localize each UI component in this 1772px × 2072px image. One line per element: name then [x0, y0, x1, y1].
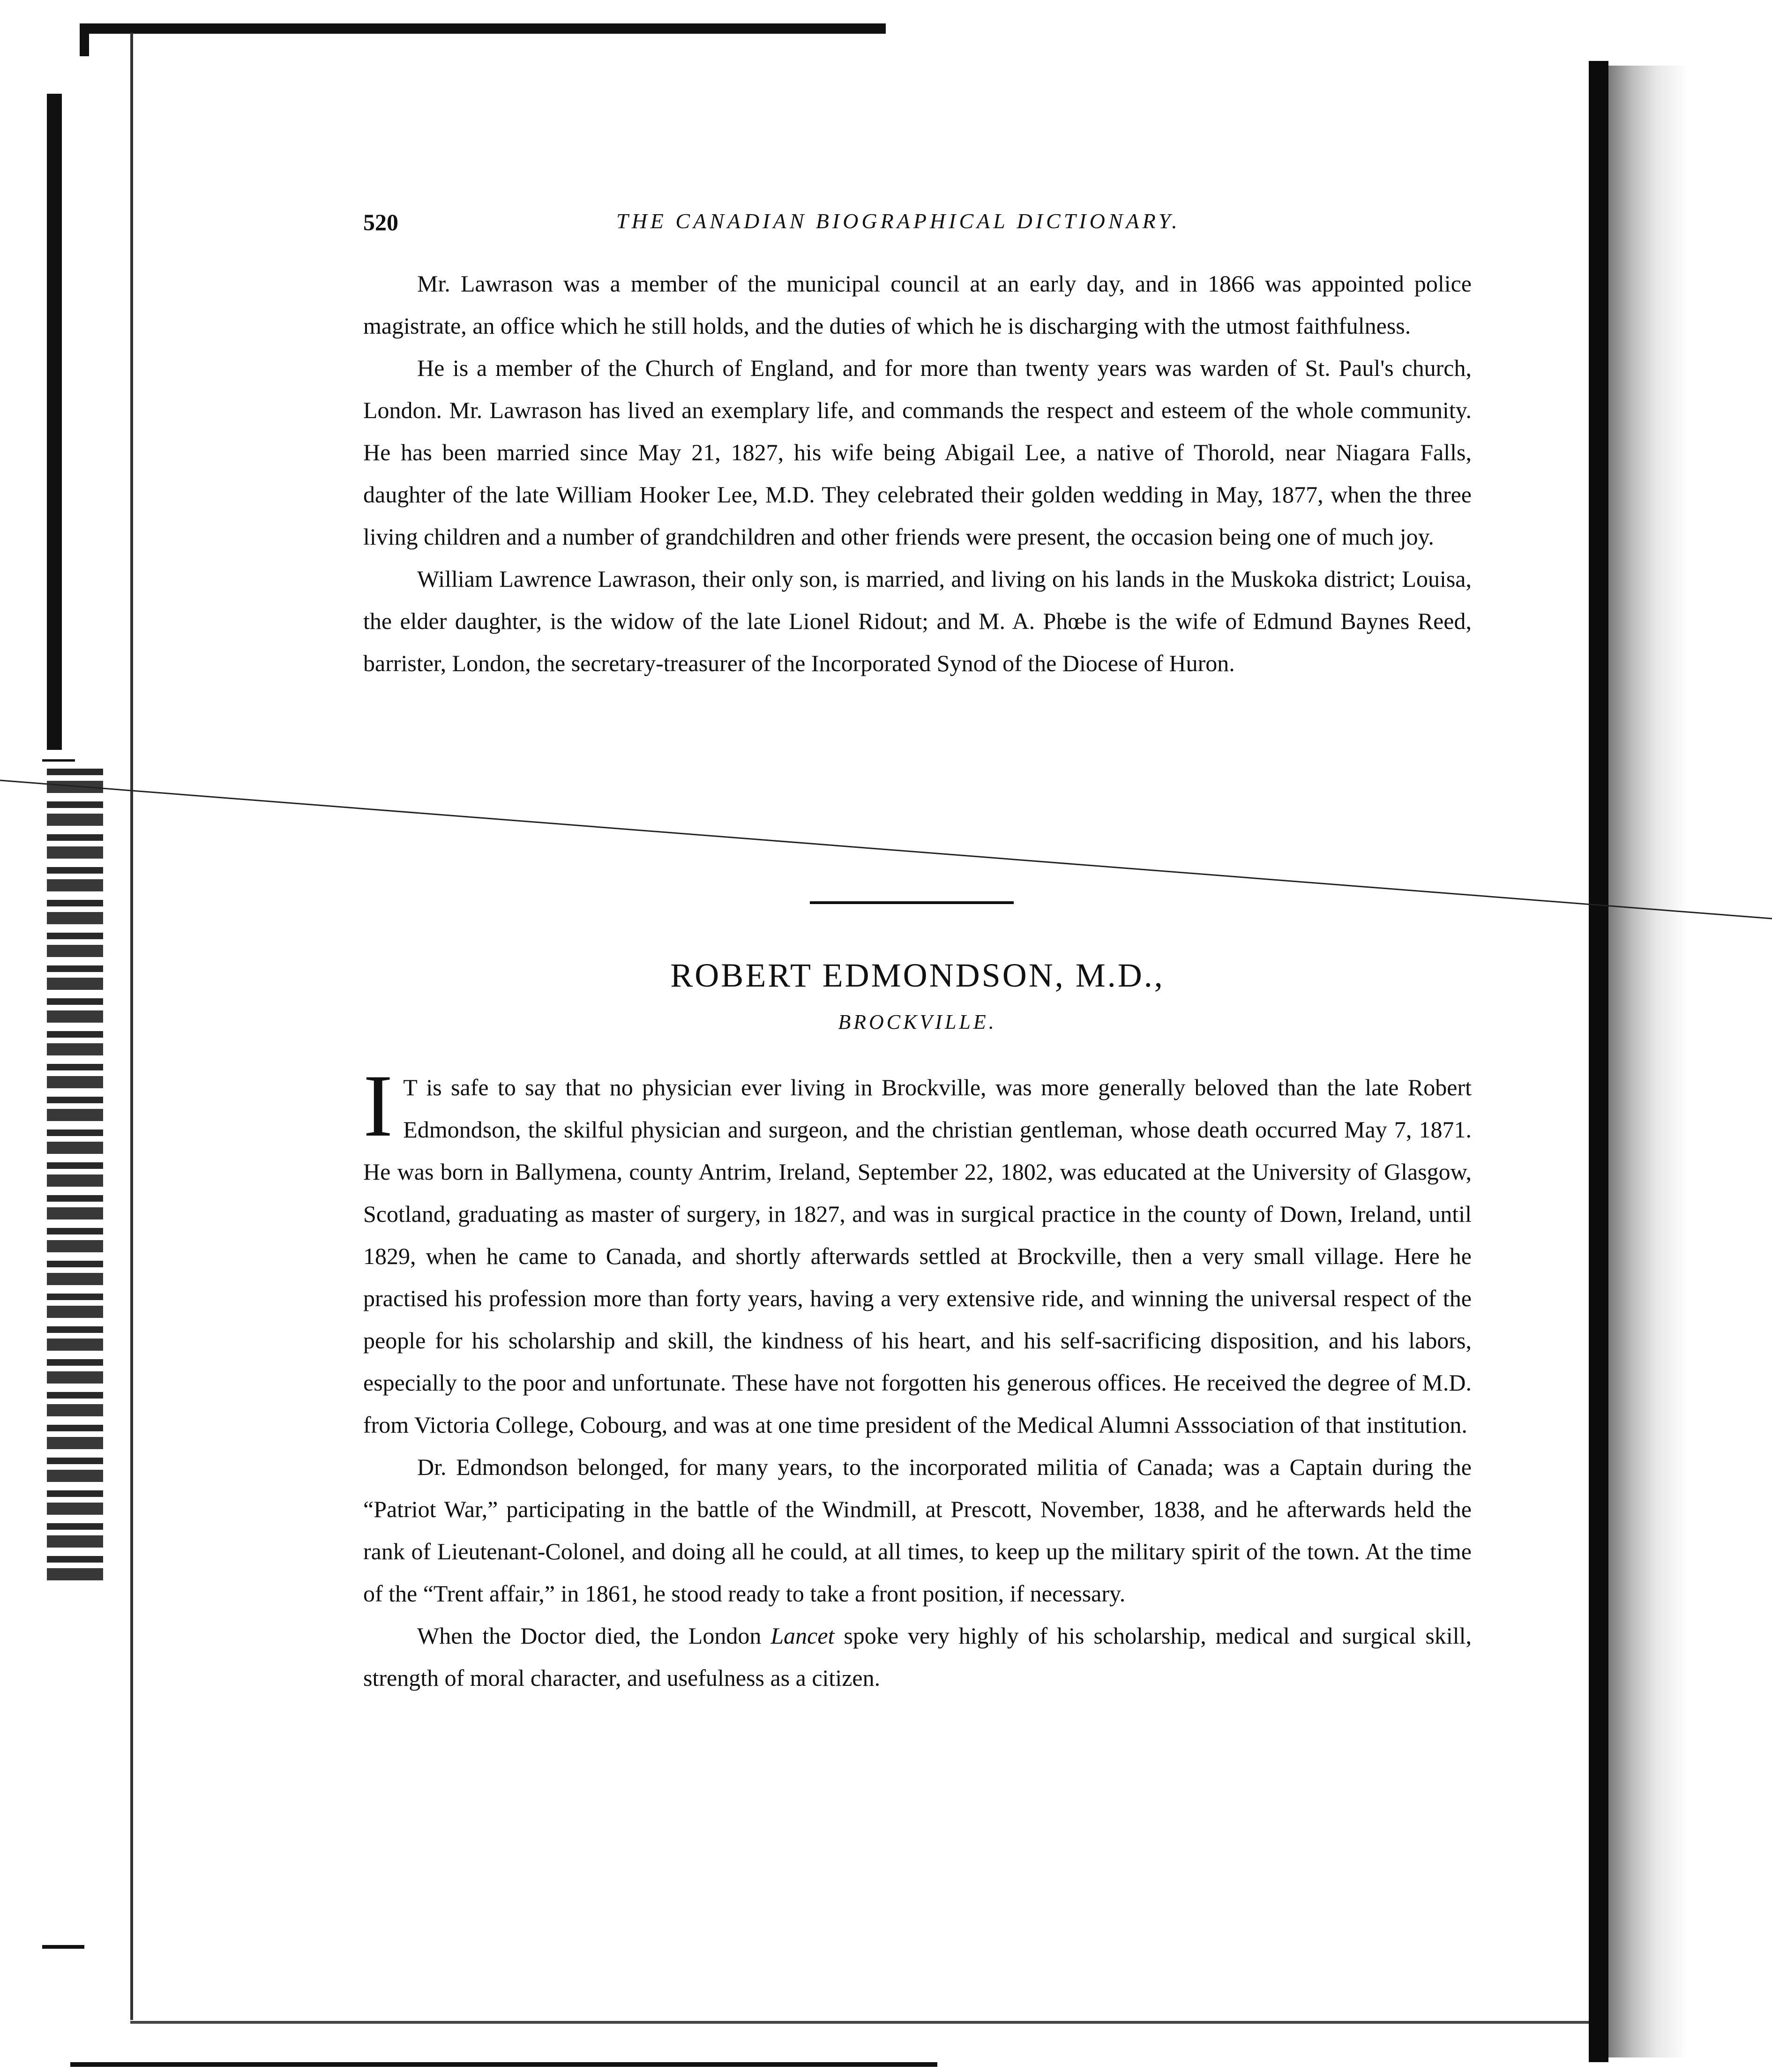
paragraph	[363, 1615, 1472, 1699]
scan-bar-left	[47, 94, 62, 750]
scan-edge-corner	[80, 23, 89, 56]
entry-place: BROCKVILLE.	[838, 1010, 997, 1033]
paragraph: Dr. Edmondson belonged, for many years, to the incorporated militia of Canada; was a Captain during the “Patriot War,” participating in the battle of the Windmill, at Prescott, November, 1838, and he afterwards held the rank of Lieutenant-Colonel, and doing all he could, at all times, to keep up the military spirit of the town. At the time of the “Trent affair,” in 1861, he stood ready to take a front position, if necessary.	[363, 1454, 1472, 1607]
paragraph: William Lawrence Lawrason, their only son, is married, and living on his lands in the Muskoka district; Louisa, the elder daughter, is the widow of the late Lionel Ridout; and M. A. Phœbe is the wife of Edmund Baynes Reed, barrister, London, the secretary-treasurer of the Incorporated Synod of the Diocese of Huron.	[363, 566, 1472, 676]
section-divider	[810, 901, 1014, 904]
scan-bar-right-shadow	[1608, 66, 1688, 2057]
scan-marks-left	[47, 769, 103, 1589]
scan-bar-right	[1589, 61, 1608, 2062]
scan-stray-line-stroke	[0, 780, 1772, 919]
scan-tick	[42, 759, 75, 762]
scan-tick	[70, 2062, 937, 2067]
paragraph	[363, 1057, 1472, 1446]
scan-edge-top	[80, 23, 886, 34]
previous-entry-text	[363, 262, 1472, 684]
entry-title: ROBERT EDMONDSON, M.D.,	[670, 957, 1165, 994]
scan-frame-left	[130, 33, 133, 2020]
page-header	[363, 209, 1385, 246]
scan-tick	[42, 1945, 84, 1949]
drop-cap: I	[363, 1057, 393, 1155]
paragraph: Mr. Lawrason was a member of the municipal council at an early day, and in 1866 was appointed police magistrate, an office which he still holds, and the duties of which he is discharging with the utmost faithfulness.	[363, 270, 1472, 339]
scan-frame-bottom	[130, 2021, 1667, 2024]
page-number: 520	[363, 209, 398, 235]
paragraph-text: T is safe to say that no physician ever living in Brockville, was more generally beloved than the late Robert Edmondson, the skilful physician and surgeon, and the christian gentleman, whose death occurred May 7, 1871. He was born in Ballymena, county Antrim, Ireland, September 22, 1802, was educated at the University of Glasgow, Scotland, graduating as master of surgery, in 1827, and was in surgical practice in the county of Down, Ireland, until 1829, when he came to Canada, and shortly afterwards settled at Brockville, then a very small village. Here he practised his profession more than forty years, having a very extensive ride, and winning the universal respect of the people for his scholarship and skill, the kindness of his heart, and his self-sacrificing disposition, and his labors, especially to the poor and unfortunate. These have not forgotten his generous offices. He received the degree of M.D. from Victoria College, Cobourg, and was at one time president of the Medical Alumni Asssociation of that institution.	[363, 1074, 1472, 1438]
publication-name: Lancet	[770, 1623, 835, 1649]
paragraph-text: spoke very highly of his scholarship, medical and surgical skill, strength of moral character, and usefulness as a citizen.	[363, 1623, 1472, 1691]
paragraph-text: When the Doctor died, the London	[417, 1623, 771, 1649]
entry-text	[363, 1057, 1472, 1699]
paragraph: He is a member of the Church of England, and for more than twenty years was warden of St. Paul's church, London. Mr. Lawrason has lived an exemplary life, and commands the respect and esteem of the whole community. He has been married since May 21, 1827, his wife being Abigail Lee, a native of Thorold, near Niagara Falls, daughter of the late William Hooker Lee, M.D. They celebrated their golden wedding in May, 1877, when the three living children and a number of grandchildren and other friends were present, the occasion being one of much joy.	[363, 355, 1472, 550]
running-title: THE CANADIAN BIOGRAPHICAL DICTIONARY.	[616, 209, 1181, 233]
